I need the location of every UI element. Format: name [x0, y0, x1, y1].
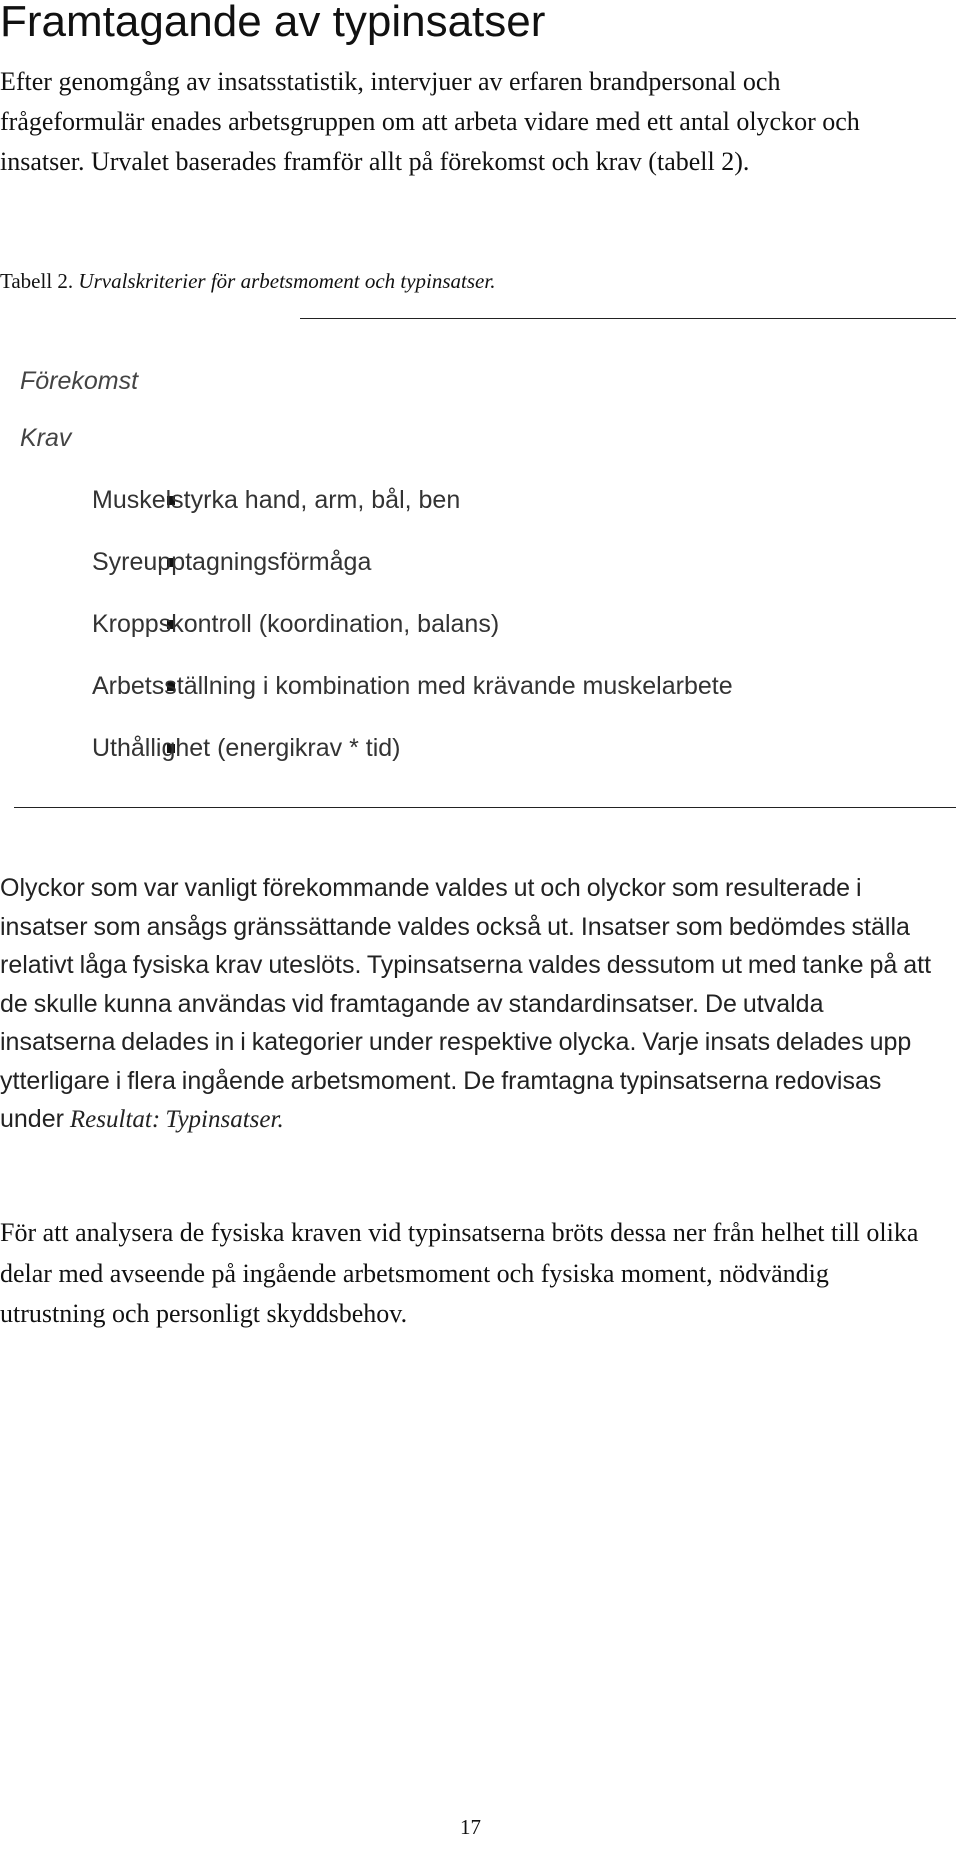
criteria-text: Arbetsställning i kombination med krävande muskelarbete — [92, 672, 733, 700]
section-heading: Framtagande av typinsatser — [0, 0, 546, 46]
selection-paragraph-text: Olyckor som var vanligt förekommande valdes ut och olyckor som resulterade i insatser som ansågs gränssättande valdes också ut. Insatser som bedömdes ställa relativt låga fysiska krav uteslöts. Typinsatserna valdes dessutom ut med tanke på att de skulle kunna användas vid framtagande av standardinsatser. De utvalda insatserna delades in i kategorier under respektive olycka. Varje insats delades upp ytterligare i flera ingående arbetsmoment. De framtagna typinsatserna redovisas under — [0, 874, 932, 1133]
criteria-text: Muskelstyrka hand, arm, bål, ben — [92, 486, 461, 514]
analysis-paragraph: För att analysera de fysiska kraven vid typinsatserna bröts dessa ner från helhet till olika delar med avseende på ingående arbetsmoment och fysiska moment, nödvändig utrustning och personligt skyddsbehov. — [0, 1218, 919, 1328]
table-top-rule — [300, 318, 956, 319]
criteria-text: Uthållighet (energikrav * tid) — [92, 734, 401, 762]
table-category-krav: Krav — [20, 424, 72, 452]
page-number: 17 — [460, 1815, 481, 1839]
table-caption — [0, 266, 495, 296]
table-category-forekomst: Förekomst — [20, 367, 139, 395]
criteria-text: Kroppskontroll (koordination, balans) — [92, 610, 500, 638]
table-caption-text: Urvalskriterier för arbetsmoment och typinsatser. — [78, 269, 496, 293]
criteria-text: Syreupptagningsförmåga — [92, 548, 372, 576]
selection-paragraph — [0, 869, 940, 1140]
results-reference: Resultat: Typinsatser. — [69, 1106, 284, 1133]
table-caption-label: Tabell 2. — [0, 269, 74, 293]
table-bottom-rule — [14, 807, 956, 808]
intro-paragraph: Efter genomgång av insatsstatistik, intervjuer av erfaren brandpersonal och frågeformulär enades arbetsgruppen om att arbeta vidare med ett antal olyckor och insatser. Urvalet baserades framför allt på förekomst och krav (tabell 2). — [0, 67, 860, 176]
